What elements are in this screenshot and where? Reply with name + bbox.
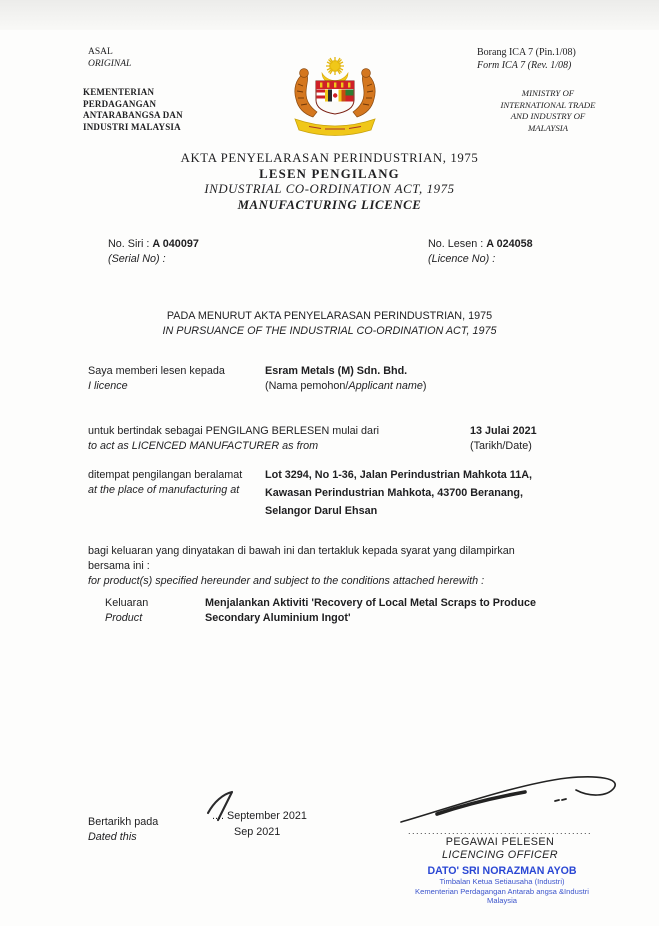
serial-value: A 040097 <box>152 238 199 250</box>
grantee-caption-en: Applicant name <box>348 380 423 392</box>
act-as-label-en: to act as LICENCED MANUFACTURER as from <box>88 440 319 452</box>
ministry-my-line4: INDUSTRI MALAYSIA <box>83 121 181 132</box>
form-number-en: Form ICA 7 (Rev. 1/08) <box>477 60 572 71</box>
ministry-en-line4: MALAYSIA <box>527 122 569 133</box>
grantee-label-en: I licence <box>88 380 128 392</box>
product-label-en: Product <box>105 612 143 624</box>
licence-date-block <box>470 424 537 454</box>
pursuance-block <box>0 309 659 339</box>
ministry-en-line2: INTERNATIONAL TRADE <box>500 99 596 110</box>
copy-type-en: ORIGINAL <box>88 59 132 69</box>
dated-label-en: Dated this <box>88 831 137 843</box>
grantee-caption-close: ) <box>422 380 427 392</box>
place-label <box>88 468 242 498</box>
signature-dotted-line: .............................................. <box>407 826 593 836</box>
serial-label-en: (Serial No) : <box>108 253 166 265</box>
product-label <box>105 596 148 626</box>
ministry-my-line1: KEMENTERIAN <box>83 87 155 97</box>
scan-edge-shadow <box>0 0 659 30</box>
product-value-line2: Secondary Aluminium Ingot' <box>205 612 351 624</box>
conditions-my-line1: bagi keluaran yang dinyatakan di bawah ini dan tertakluk kepada syarat yang dilampirkan <box>88 545 515 557</box>
grantee-label <box>88 364 225 394</box>
place-label-my: ditempat pengilangan beralamat <box>88 469 243 481</box>
serial-label-my: No. Siri : <box>108 238 150 250</box>
form-number-my: Borang ICA 7 (Pin.1/08) <box>477 47 576 58</box>
ministry-my-line3: ANTARABANGSA DAN <box>83 110 183 120</box>
licence-label-my: No. Lesen : <box>428 238 484 250</box>
grantee-value <box>265 364 426 394</box>
ministry-my-block <box>83 87 183 133</box>
grantee-name: Esram Metals (M) Sdn. Bhd. <box>265 365 408 377</box>
copy-type-block <box>88 46 131 70</box>
stamp-officer-org: Kementerian Perdagangan Antarab angsa &Industri <box>415 886 589 896</box>
licence-label-en: (Licence No) : <box>428 253 496 265</box>
licence-value: A 024058 <box>486 238 533 250</box>
product-value <box>205 596 605 626</box>
licence-date-caption: (Tarikh/Date) <box>470 440 532 452</box>
conditions-en: for product(s) specified hereunder and subject to the conditions attached herewith : <box>88 575 485 587</box>
address-line-2: Kawasan Perindustrian Mahkota, 43700 Beranang, <box>265 487 524 499</box>
pursuance-my: PADA MENURUT AKTA PENYELARASAN PERINDUSTRIAN, 1975 <box>166 310 493 322</box>
form-number-block <box>477 46 576 72</box>
act-as-label <box>88 424 379 454</box>
grantee-label-my: Saya memberi lesen kepada <box>88 365 225 377</box>
place-label-en: at the place of manufacturing at <box>88 484 240 496</box>
ministry-en-line3: AND INDUSTRY OF <box>510 111 586 121</box>
officer-signature <box>395 768 633 828</box>
conditions-block <box>88 544 588 589</box>
dated-label-my: Bertarikh pada <box>88 816 159 828</box>
ministry-en-block <box>468 88 628 134</box>
copy-type-my: ASAL <box>88 47 113 57</box>
dated-label <box>88 815 158 845</box>
title-act-en: INDUSTRIAL CO-ORDINATION ACT, 1975 <box>204 182 455 196</box>
dated-value-line2: Sep 2021 <box>234 826 281 838</box>
dated-value-line1: .... September 2021 <box>212 810 307 822</box>
malaysia-coat-of-arms-icon <box>287 56 383 142</box>
licence-number-block <box>428 237 533 267</box>
serial-number-block <box>108 237 199 267</box>
document-title-block <box>0 151 659 213</box>
grantee-caption-my: (Nama pemohon/ <box>265 380 349 392</box>
product-value-line1: Menjalankan Aktiviti 'Recovery of Local Metal Scraps to Produce <box>205 597 536 609</box>
ministry-en-line1: MINISTRY OF <box>521 88 575 98</box>
ministry-my-line2: PERDAGANGAN <box>83 98 157 109</box>
stamp-officer-name: DATO' SRI NORAZMAN AYOB <box>427 865 577 877</box>
product-label-my: Keluaran <box>105 597 149 609</box>
pursuance-en: IN PURSUANCE OF THE INDUSTRIAL CO-ORDINATION ACT, 1975 <box>162 325 497 337</box>
title-licence-my: LESEN PENGILANG <box>259 166 400 181</box>
stamp-officer-country: Malaysia <box>487 896 517 905</box>
address-line-1: Lot 3294, No 1-36, Jalan Perindustrian Mahkota 11A, <box>265 469 533 481</box>
title-licence-en: MANUFACTURING LICENCE <box>237 197 422 212</box>
conditions-my-line2: bersama ini : <box>88 560 150 572</box>
stamp-officer-title: Timbalan Ketua Setiausaha (Industri) <box>439 877 565 886</box>
officer-title-my: PEGAWAI PELESEN <box>445 836 555 848</box>
licence-date-value: 13 Julai 2021 <box>470 425 537 437</box>
address-line-3: Selangor Darul Ehsan <box>265 505 378 517</box>
officer-stamp <box>378 866 626 906</box>
place-address <box>265 466 595 520</box>
act-as-label-my: untuk bertindak sebagai PENGILANG BERLESEN mulai dari <box>88 425 380 437</box>
officer-title-en: LICENCING OFFICER <box>442 849 558 861</box>
title-act-my: AKTA PENYELARASAN PERINDUSTRIAN, 1975 <box>180 151 479 165</box>
